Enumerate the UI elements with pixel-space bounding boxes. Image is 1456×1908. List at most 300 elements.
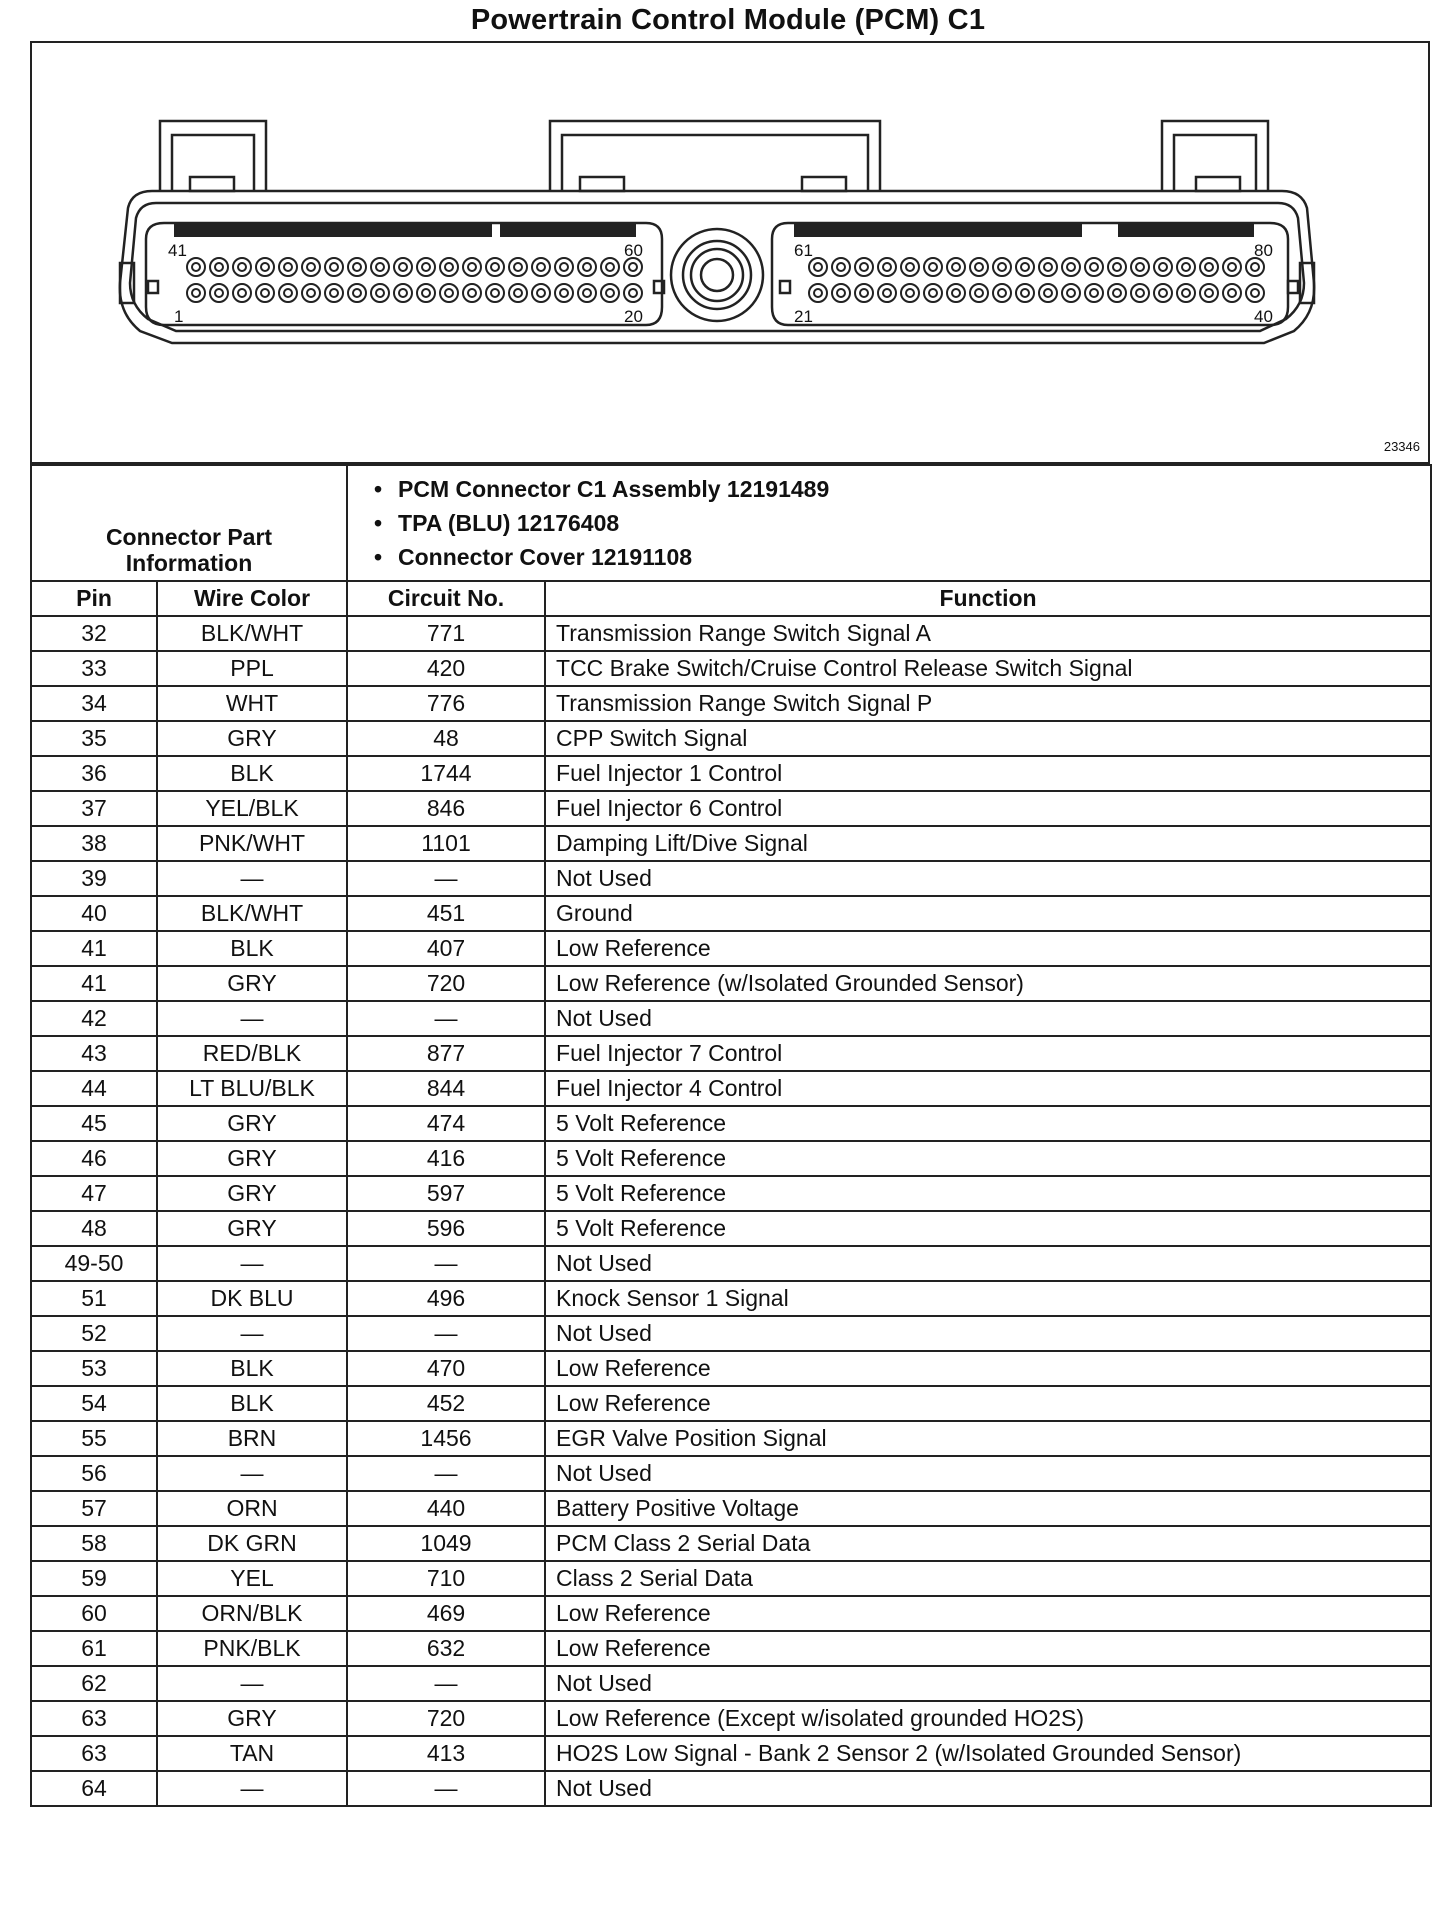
cell-wire-color: — bbox=[157, 1456, 347, 1491]
cell-circuit-no: — bbox=[347, 1771, 545, 1806]
cell-wire-color: PPL bbox=[157, 651, 347, 686]
cell-function: Not Used bbox=[545, 1001, 1431, 1036]
cell-wire-color: BLK bbox=[157, 756, 347, 791]
connector-pin-center bbox=[1228, 289, 1236, 297]
connector-pin-center bbox=[215, 263, 223, 271]
connector-pin-center bbox=[422, 289, 430, 297]
connector-pin bbox=[233, 258, 251, 276]
connector-pin bbox=[302, 284, 320, 302]
header-wire-color: Wire Color bbox=[157, 581, 347, 616]
connector-pin bbox=[1085, 284, 1103, 302]
cell-wire-color: — bbox=[157, 1316, 347, 1351]
connector-pin bbox=[1131, 258, 1149, 276]
connector-pin-center bbox=[445, 289, 453, 297]
cell-function: EGR Valve Position Signal bbox=[545, 1421, 1431, 1456]
connector-pin-center bbox=[307, 289, 315, 297]
cell-pin: 40 bbox=[31, 896, 157, 931]
cell-function: Ground bbox=[545, 896, 1431, 931]
connector-pin-center bbox=[860, 263, 868, 271]
connector-pin bbox=[832, 284, 850, 302]
connector-info-row bbox=[31, 465, 1431, 581]
connector-pin-center bbox=[837, 289, 845, 297]
connector-pin-center bbox=[883, 263, 891, 271]
cell-circuit-no: 846 bbox=[347, 791, 545, 826]
connector-pin-center bbox=[1021, 289, 1029, 297]
cell-circuit-no: 776 bbox=[347, 686, 545, 721]
connector-part-info-label bbox=[31, 465, 347, 581]
cell-function: 5 Volt Reference bbox=[545, 1141, 1431, 1176]
connector-pin bbox=[371, 258, 389, 276]
cell-wire-color: BLK/WHT bbox=[157, 896, 347, 931]
cell-wire-color: — bbox=[157, 1001, 347, 1036]
connector-pin-center bbox=[514, 289, 522, 297]
cell-function: Transmission Range Switch Signal P bbox=[545, 686, 1431, 721]
table-row bbox=[31, 1386, 1431, 1421]
cell-pin: 62 bbox=[31, 1666, 157, 1701]
connector-pin bbox=[1131, 284, 1149, 302]
pin-label-20: 20 bbox=[624, 307, 643, 326]
cell-circuit-no: 451 bbox=[347, 896, 545, 931]
header-circuit-no: Circuit No. bbox=[347, 581, 545, 616]
connector-pin bbox=[440, 284, 458, 302]
connector-drawing bbox=[32, 43, 1428, 462]
connector-pin-center bbox=[353, 263, 361, 271]
table-row bbox=[31, 1141, 1431, 1176]
cell-circuit-no: 470 bbox=[347, 1351, 545, 1386]
connector-pin-center bbox=[537, 289, 545, 297]
header-function: Function bbox=[545, 581, 1431, 616]
connector-pin-center bbox=[1205, 289, 1213, 297]
table-row bbox=[31, 1281, 1431, 1316]
cell-pin: 48 bbox=[31, 1211, 157, 1246]
info-item: • Connector Cover 12191108 bbox=[384, 540, 1430, 574]
cell-pin: 46 bbox=[31, 1141, 157, 1176]
connector-pin bbox=[210, 284, 228, 302]
cell-function: Low Reference bbox=[545, 1631, 1431, 1666]
table-row bbox=[31, 756, 1431, 791]
cell-circuit-no: 496 bbox=[347, 1281, 545, 1316]
cell-wire-color: YEL/BLK bbox=[157, 791, 347, 826]
cell-pin: 59 bbox=[31, 1561, 157, 1596]
connector-part-list bbox=[347, 465, 1431, 581]
info-label-line1: Connector Part bbox=[105, 524, 273, 550]
connector-pin-center bbox=[906, 289, 914, 297]
connector-pin-center bbox=[883, 289, 891, 297]
connector-pin-center bbox=[814, 289, 822, 297]
connector-pin bbox=[1200, 258, 1218, 276]
pin-label-60: 60 bbox=[624, 241, 643, 260]
connector-pin bbox=[809, 284, 827, 302]
connector-pin bbox=[417, 284, 435, 302]
connector-pin-center bbox=[1182, 289, 1190, 297]
table-row bbox=[31, 686, 1431, 721]
table-row bbox=[31, 861, 1431, 896]
cell-circuit-no: 48 bbox=[347, 721, 545, 756]
table-row bbox=[31, 1351, 1431, 1386]
connector-pin bbox=[486, 284, 504, 302]
cell-pin: 37 bbox=[31, 791, 157, 826]
cell-function: Knock Sensor 1 Signal bbox=[545, 1281, 1431, 1316]
connector-pin bbox=[809, 258, 827, 276]
connector-pin-center bbox=[468, 263, 476, 271]
cell-function: HO2S Low Signal - Bank 2 Sensor 2 (w/Isolated Grounded Sensor) bbox=[545, 1736, 1431, 1771]
connector-pin-center bbox=[583, 289, 591, 297]
connector-pin bbox=[440, 258, 458, 276]
connector-pin-center bbox=[814, 263, 822, 271]
cell-pin: 43 bbox=[31, 1036, 157, 1071]
info-item: • TPA (BLU) 12176408 bbox=[384, 506, 1430, 540]
connector-pin-center bbox=[491, 289, 499, 297]
connector-pin bbox=[348, 258, 366, 276]
connector-pin bbox=[855, 258, 873, 276]
table-row bbox=[31, 616, 1431, 651]
cell-function: Low Reference bbox=[545, 1386, 1431, 1421]
connector-pin bbox=[1062, 258, 1080, 276]
connector-pin-center bbox=[376, 289, 384, 297]
cell-wire-color: — bbox=[157, 1771, 347, 1806]
cell-function: Not Used bbox=[545, 1246, 1431, 1281]
cell-wire-color: GRY bbox=[157, 1701, 347, 1736]
connector-pin bbox=[486, 258, 504, 276]
connector-pin-center bbox=[998, 263, 1006, 271]
connector-pin-center bbox=[1067, 289, 1075, 297]
cell-pin: 39 bbox=[31, 861, 157, 896]
cell-wire-color: BLK bbox=[157, 1386, 347, 1421]
table-row bbox=[31, 826, 1431, 861]
cell-function: Transmission Range Switch Signal A bbox=[545, 616, 1431, 651]
connector-pin bbox=[187, 284, 205, 302]
cell-wire-color: GRY bbox=[157, 721, 347, 756]
connector-pin-center bbox=[284, 289, 292, 297]
cell-function: Low Reference bbox=[545, 1596, 1431, 1631]
connector-pin bbox=[463, 258, 481, 276]
cell-pin: 63 bbox=[31, 1701, 157, 1736]
cell-circuit-no: 597 bbox=[347, 1176, 545, 1211]
connector-pin bbox=[302, 258, 320, 276]
cell-wire-color: BLK bbox=[157, 931, 347, 966]
connector-pin-center bbox=[1044, 289, 1052, 297]
connector-pin-center bbox=[1136, 263, 1144, 271]
connector-pin-center bbox=[975, 289, 983, 297]
connector-pin bbox=[1223, 284, 1241, 302]
connector-pin bbox=[924, 258, 942, 276]
cell-function: Fuel Injector 1 Control bbox=[545, 756, 1431, 791]
cell-pin: 32 bbox=[31, 616, 157, 651]
cell-circuit-no: — bbox=[347, 1316, 545, 1351]
connector-pin-center bbox=[537, 263, 545, 271]
cell-function: Fuel Injector 4 Control bbox=[545, 1071, 1431, 1106]
cell-wire-color: — bbox=[157, 1666, 347, 1701]
connector-pin bbox=[970, 284, 988, 302]
connector-pin bbox=[901, 284, 919, 302]
cell-circuit-no: 720 bbox=[347, 1701, 545, 1736]
connector-pin bbox=[417, 258, 435, 276]
connector-pin-center bbox=[238, 289, 246, 297]
cell-pin: 53 bbox=[31, 1351, 157, 1386]
table-row bbox=[31, 1771, 1431, 1806]
table-row bbox=[31, 1666, 1431, 1701]
connector-pin bbox=[601, 258, 619, 276]
table-row bbox=[31, 1701, 1431, 1736]
connector-pin-center bbox=[330, 263, 338, 271]
cell-circuit-no: 407 bbox=[347, 931, 545, 966]
connector-pin bbox=[325, 258, 343, 276]
cell-circuit-no: 1101 bbox=[347, 826, 545, 861]
connector-pin-center bbox=[606, 289, 614, 297]
connector-pin bbox=[578, 258, 596, 276]
cell-pin: 45 bbox=[31, 1106, 157, 1141]
table-row bbox=[31, 1596, 1431, 1631]
connector-pin-center bbox=[1205, 263, 1213, 271]
cell-pin: 41 bbox=[31, 966, 157, 1001]
cell-function: PCM Class 2 Serial Data bbox=[545, 1526, 1431, 1561]
connector-pin-center bbox=[860, 289, 868, 297]
connector-pin-center bbox=[1159, 289, 1167, 297]
connector-pin bbox=[1246, 258, 1264, 276]
cell-wire-color: PNK/BLK bbox=[157, 1631, 347, 1666]
table-row bbox=[31, 931, 1431, 966]
connector-pin-center bbox=[1113, 289, 1121, 297]
connector-pin-center bbox=[192, 263, 200, 271]
connector-pin bbox=[947, 258, 965, 276]
header-row bbox=[31, 581, 1431, 616]
connector-pin bbox=[924, 284, 942, 302]
connector-pin bbox=[509, 258, 527, 276]
connector-pin-center bbox=[629, 263, 637, 271]
figure-id: 23346 bbox=[1383, 439, 1420, 454]
cell-function: Fuel Injector 7 Control bbox=[545, 1036, 1431, 1071]
table-row bbox=[31, 1526, 1431, 1561]
connector-pin bbox=[1200, 284, 1218, 302]
header-pin: Pin bbox=[31, 581, 157, 616]
connector-pin bbox=[1016, 284, 1034, 302]
connector-pin bbox=[1016, 258, 1034, 276]
cell-function: Class 2 Serial Data bbox=[545, 1561, 1431, 1596]
pin-label-1: 1 bbox=[174, 307, 184, 326]
connector-pin bbox=[1223, 258, 1241, 276]
connector-pin bbox=[878, 284, 896, 302]
cell-pin: 35 bbox=[31, 721, 157, 756]
connector-pin bbox=[394, 284, 412, 302]
cell-circuit-no: 440 bbox=[347, 1491, 545, 1526]
cell-circuit-no: 720 bbox=[347, 966, 545, 1001]
table-row bbox=[31, 1036, 1431, 1071]
cell-circuit-no: — bbox=[347, 1666, 545, 1701]
table-row bbox=[31, 1071, 1431, 1106]
connector-pin bbox=[1177, 258, 1195, 276]
connector-pin bbox=[463, 284, 481, 302]
table-row bbox=[31, 1106, 1431, 1141]
cell-wire-color: ORN/BLK bbox=[157, 1596, 347, 1631]
connector-pin-center bbox=[192, 289, 200, 297]
cell-function: Low Reference (Except w/isolated grounded HO2S) bbox=[545, 1701, 1431, 1736]
cell-wire-color: ORN bbox=[157, 1491, 347, 1526]
connector-pin-center bbox=[906, 263, 914, 271]
table-row bbox=[31, 1631, 1431, 1666]
connector-pin bbox=[1039, 284, 1057, 302]
table-row bbox=[31, 966, 1431, 1001]
cell-wire-color: YEL bbox=[157, 1561, 347, 1596]
cell-function: Not Used bbox=[545, 1771, 1431, 1806]
table-row bbox=[31, 1421, 1431, 1456]
cell-wire-color: — bbox=[157, 861, 347, 896]
connector-pin bbox=[878, 258, 896, 276]
pin-label-21: 21 bbox=[794, 307, 813, 326]
connector-pin bbox=[256, 258, 274, 276]
connector-pin-center bbox=[929, 263, 937, 271]
cell-pin: 41 bbox=[31, 931, 157, 966]
cell-wire-color: GRY bbox=[157, 1176, 347, 1211]
cell-wire-color: DK BLU bbox=[157, 1281, 347, 1316]
connector-pin bbox=[1177, 284, 1195, 302]
cell-circuit-no: 1049 bbox=[347, 1526, 545, 1561]
cell-wire-color: GRY bbox=[157, 1141, 347, 1176]
cell-pin: 51 bbox=[31, 1281, 157, 1316]
connector-pin bbox=[532, 284, 550, 302]
connector-pin-center bbox=[307, 263, 315, 271]
connector-pin-center bbox=[837, 263, 845, 271]
connector-pin-center bbox=[399, 263, 407, 271]
connector-pin-center bbox=[376, 263, 384, 271]
table-row bbox=[31, 1001, 1431, 1036]
connector-pin bbox=[947, 284, 965, 302]
table-row bbox=[31, 791, 1431, 826]
connector-pin-center bbox=[238, 263, 246, 271]
cell-circuit-no: 771 bbox=[347, 616, 545, 651]
cell-function: 5 Volt Reference bbox=[545, 1211, 1431, 1246]
connector-pin bbox=[279, 284, 297, 302]
connector-pin bbox=[832, 258, 850, 276]
connector-pin bbox=[601, 284, 619, 302]
connector-pin-center bbox=[284, 263, 292, 271]
connector-pin-center bbox=[975, 263, 983, 271]
cell-circuit-no: 474 bbox=[347, 1106, 545, 1141]
connector-pin bbox=[624, 258, 642, 276]
cell-pin: 52 bbox=[31, 1316, 157, 1351]
cell-function: Fuel Injector 6 Control bbox=[545, 791, 1431, 826]
connector-pin-center bbox=[1182, 263, 1190, 271]
connector-diagram bbox=[30, 41, 1430, 464]
cell-wire-color: TAN bbox=[157, 1736, 347, 1771]
connector-pin-center bbox=[1067, 263, 1075, 271]
connector-pin-center bbox=[998, 289, 1006, 297]
cell-function: Not Used bbox=[545, 1316, 1431, 1351]
table-row bbox=[31, 1316, 1431, 1351]
cell-circuit-no: 416 bbox=[347, 1141, 545, 1176]
connector-pin-center bbox=[1044, 263, 1052, 271]
connector-pin-center bbox=[330, 289, 338, 297]
connector-pin-center bbox=[399, 289, 407, 297]
connector-pin bbox=[371, 284, 389, 302]
connector-pin bbox=[624, 284, 642, 302]
table-row bbox=[31, 1211, 1431, 1246]
pinout-table bbox=[30, 464, 1432, 1807]
cell-pin: 63 bbox=[31, 1736, 157, 1771]
table-row bbox=[31, 896, 1431, 931]
connector-pin-center bbox=[468, 289, 476, 297]
connector-pin-center bbox=[560, 263, 568, 271]
connector-pin bbox=[256, 284, 274, 302]
cell-function: Low Reference (w/Isolated Grounded Sensor) bbox=[545, 966, 1431, 1001]
table-row bbox=[31, 1246, 1431, 1281]
connector-pin-center bbox=[929, 289, 937, 297]
connector-pin-center bbox=[606, 263, 614, 271]
connector-pin-center bbox=[1136, 289, 1144, 297]
connector-pin bbox=[233, 284, 251, 302]
connector-pin-center bbox=[952, 289, 960, 297]
cell-pin: 44 bbox=[31, 1071, 157, 1106]
connector-pin-center bbox=[952, 263, 960, 271]
cell-circuit-no: 632 bbox=[347, 1631, 545, 1666]
cell-pin: 34 bbox=[31, 686, 157, 721]
cell-pin: 42 bbox=[31, 1001, 157, 1036]
cell-circuit-no: 710 bbox=[347, 1561, 545, 1596]
connector-pin bbox=[1108, 284, 1126, 302]
cell-circuit-no: 1744 bbox=[347, 756, 545, 791]
pin-label-61: 61 bbox=[794, 241, 813, 260]
connector-pin bbox=[1085, 258, 1103, 276]
connector-pin bbox=[394, 258, 412, 276]
connector-pin-center bbox=[353, 289, 361, 297]
table-row bbox=[31, 1736, 1431, 1771]
cell-circuit-no: — bbox=[347, 1456, 545, 1491]
connector-pin-center bbox=[1021, 263, 1029, 271]
connector-pin-center bbox=[629, 289, 637, 297]
connector-pin bbox=[855, 284, 873, 302]
connector-pin bbox=[993, 284, 1011, 302]
connector-pin-center bbox=[491, 263, 499, 271]
table-row bbox=[31, 1491, 1431, 1526]
connector-pin-center bbox=[1113, 263, 1121, 271]
cell-circuit-no: 413 bbox=[347, 1736, 545, 1771]
connector-pin bbox=[509, 284, 527, 302]
page-title: Powertrain Control Module (PCM) C1 bbox=[470, 4, 986, 36]
connector-pin bbox=[1246, 284, 1264, 302]
cell-pin: 55 bbox=[31, 1421, 157, 1456]
connector-pin-center bbox=[261, 263, 269, 271]
cell-pin: 61 bbox=[31, 1631, 157, 1666]
cell-wire-color: RED/BLK bbox=[157, 1036, 347, 1071]
cell-function: Damping Lift/Dive Signal bbox=[545, 826, 1431, 861]
cell-circuit-no: 596 bbox=[347, 1211, 545, 1246]
cell-pin: 58 bbox=[31, 1526, 157, 1561]
info-item: • PCM Connector C1 Assembly 12191489 bbox=[384, 472, 1430, 506]
connector-pin bbox=[1039, 258, 1057, 276]
cell-function: TCC Brake Switch/Cruise Control Release Switch Signal bbox=[545, 651, 1431, 686]
cell-circuit-no: 877 bbox=[347, 1036, 545, 1071]
connector-pin bbox=[555, 258, 573, 276]
cell-wire-color: BRN bbox=[157, 1421, 347, 1456]
cell-pin: 49-50 bbox=[31, 1246, 157, 1281]
cell-circuit-no: 1456 bbox=[347, 1421, 545, 1456]
cell-wire-color: GRY bbox=[157, 1211, 347, 1246]
cell-function: CPP Switch Signal bbox=[545, 721, 1431, 756]
connector-pin-center bbox=[215, 289, 223, 297]
cell-function: 5 Volt Reference bbox=[545, 1176, 1431, 1211]
cell-wire-color: GRY bbox=[157, 966, 347, 1001]
connector-pin-center bbox=[1251, 263, 1259, 271]
pin-label-80: 80 bbox=[1254, 241, 1273, 260]
cell-function: Not Used bbox=[545, 861, 1431, 896]
table-row bbox=[31, 721, 1431, 756]
connector-pin bbox=[1108, 258, 1126, 276]
connector-pin bbox=[348, 284, 366, 302]
cell-wire-color: GRY bbox=[157, 1106, 347, 1141]
cell-wire-color: WHT bbox=[157, 686, 347, 721]
connector-pin bbox=[1154, 258, 1172, 276]
connector-pin-center bbox=[261, 289, 269, 297]
connector-pin-center bbox=[560, 289, 568, 297]
